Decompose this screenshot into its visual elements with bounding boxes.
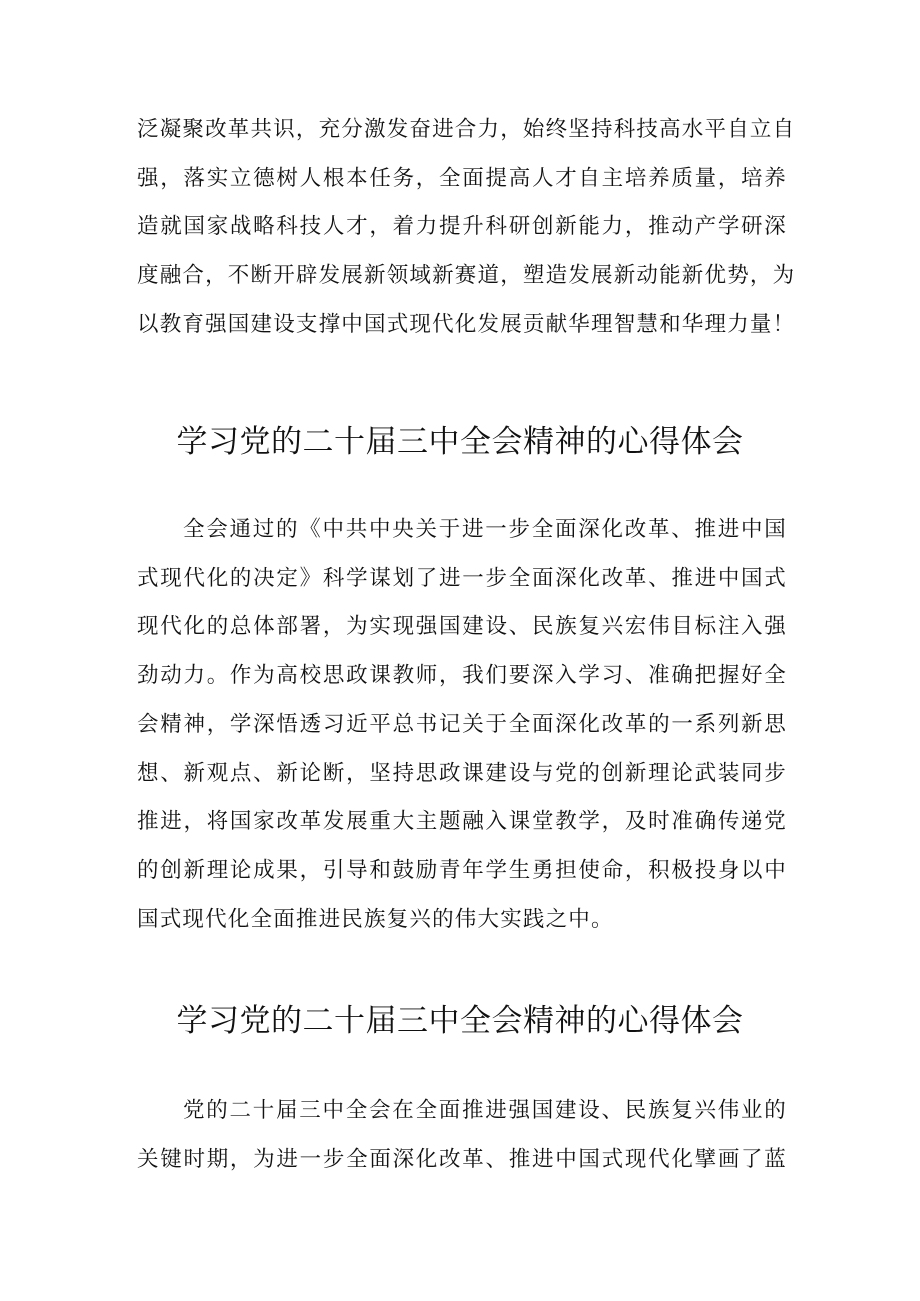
section-paragraph <box>137 506 787 944</box>
paragraph-line: 劲动力。作为高校思政课教师，我们要深入学习、准确把握好全 <box>137 663 787 689</box>
paragraph-line: 度融合，不断开辟发展新领域新赛道，塑造发展新动能新优势，为 <box>137 263 796 289</box>
paragraph-line: 以教育强国建设支撑中国式现代化发展贡献华理智慧和华理力量！ <box>137 311 796 337</box>
paragraph-line: 国式现代化全面推进民族复兴的伟大实践之中。 <box>137 906 614 932</box>
section-paragraph <box>137 1087 787 1184</box>
paragraph-line: 现代化的总体部署，为实现强国建设、民族复兴宏伟目标注入强 <box>137 614 787 640</box>
paragraph-line: 强，落实立德树人根本任务，全面提高人才自主培养质量，培养 <box>137 165 787 191</box>
paragraph-line: 党的二十届三中全会在全面推进强国建设、民族复兴伟业的 <box>183 1098 787 1123</box>
section-heading: 学习党的二十届三中全会精神的心得体会 <box>176 1003 744 1039</box>
paragraph-line: 推进，将国家改革发展重大主题融入课堂教学，及时准确传递党 <box>137 809 787 835</box>
paragraph-continuation <box>137 106 796 350</box>
paragraph-line: 造就国家战略科技人才，着力提升科研创新能力，推动产学研深 <box>137 214 787 240</box>
paragraph-line: 式现代化的决定》科学谋划了进一步全面深化改革、推进中国式 <box>137 565 787 591</box>
paragraph-line: 会精神，学深悟透习近平总书记关于全面深化改革的一系列新思 <box>137 711 787 737</box>
paragraph-line: 想、新观点、新论断，坚持思政课建设与党的创新理论武装同步 <box>137 760 787 786</box>
paragraph-line: 关键时期，为进一步全面深化改革、推进中国式现代化擘画了蓝 <box>137 1146 787 1172</box>
paragraph-line: 全会通过的《中共中央关于进一步全面深化改革、推进中国 <box>183 517 787 542</box>
paragraph-line: 的创新理论成果，引导和鼓励青年学生勇担使命，积极投身以中 <box>137 857 787 883</box>
section-heading: 学习党的二十届三中全会精神的心得体会 <box>176 424 744 460</box>
paragraph-line: 泛凝聚改革共识，充分激发奋进合力，始终坚持科技高水平自立自 <box>137 117 796 142</box>
